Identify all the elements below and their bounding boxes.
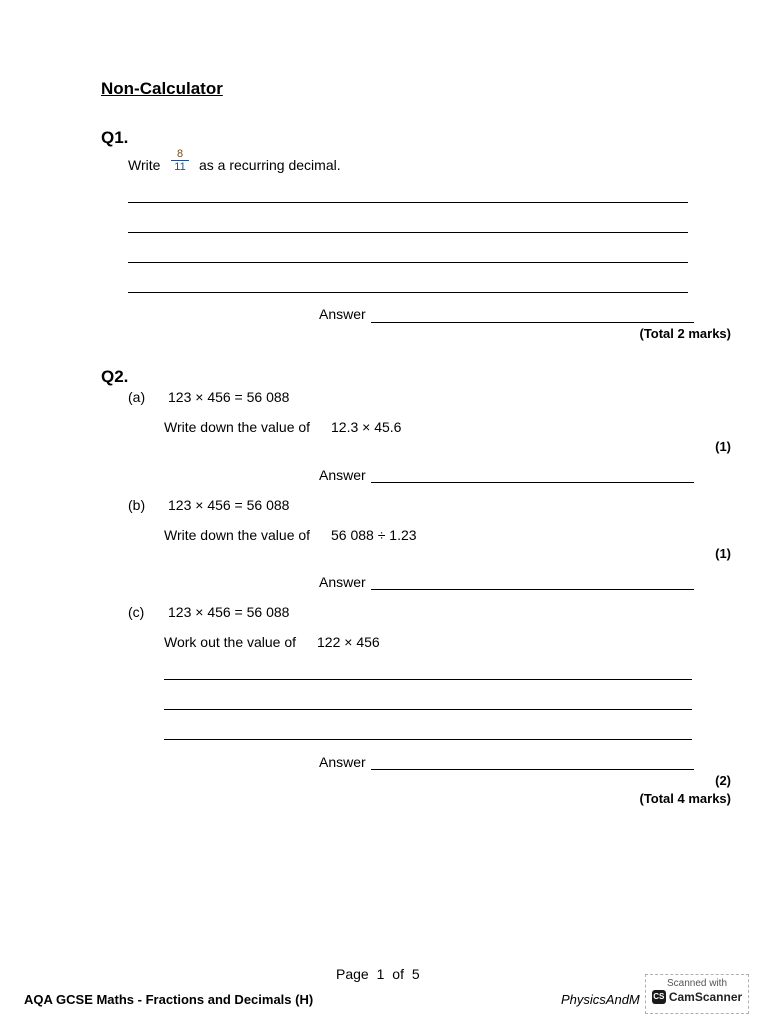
part-a-instruction: Write down the value of xyxy=(164,419,311,435)
part-a-given: 123 × 456 = 56 088 xyxy=(168,389,290,405)
part-c-expression: 122 × 456 xyxy=(317,634,380,650)
q1-prompt: as a recurring decimal. xyxy=(199,157,341,173)
q1-write-label: Write xyxy=(128,157,161,173)
camscanner-logo-icon: CS xyxy=(652,990,666,1004)
part-c-given: 123 × 456 = 56 088 xyxy=(168,604,290,620)
camscanner-stamp xyxy=(645,974,749,1014)
working-line[interactable] xyxy=(164,679,692,680)
part-c-instruction: Work out the value of xyxy=(164,634,297,650)
part-c-marks: (2) xyxy=(715,773,731,788)
working-line[interactable] xyxy=(164,739,692,740)
answer-line[interactable] xyxy=(371,589,694,590)
answer-line[interactable] xyxy=(371,482,694,483)
page-title: Non-Calculator xyxy=(101,79,223,98)
answer-label: Answer xyxy=(319,754,366,770)
working-line[interactable] xyxy=(128,292,688,293)
fraction-numerator: 8 xyxy=(176,148,184,160)
part-b-given: 123 × 456 = 56 088 xyxy=(168,497,290,513)
part-b-marks: (1) xyxy=(715,546,731,561)
part-a-marks: (1) xyxy=(715,439,731,454)
question-1-number: Q1. xyxy=(101,128,129,147)
part-b-instruction: Write down the value of xyxy=(164,527,311,543)
page-current: 1 xyxy=(376,966,385,982)
answer-label: Answer xyxy=(319,306,366,322)
part-b-expression: 56 088 ÷ 1.23 xyxy=(331,527,417,543)
total-marks: (Total 4 marks) xyxy=(639,791,731,806)
part-a-label: (a) xyxy=(128,389,146,405)
answer-label: Answer xyxy=(319,574,366,590)
footer-source: PhysicsAndM xyxy=(561,992,640,1007)
answer-line[interactable] xyxy=(371,769,694,770)
stamp-line1: Scanned with xyxy=(666,978,728,989)
page-total: 5 xyxy=(411,966,420,982)
fraction-denominator: 11 xyxy=(174,161,186,173)
answer-label: Answer xyxy=(319,467,366,483)
total-marks: (Total 2 marks) xyxy=(639,326,731,341)
footer-title: AQA GCSE Maths - Fractions and Decimals (H) xyxy=(24,992,314,1007)
part-a-expression: 12.3 × 45.6 xyxy=(331,419,402,435)
stamp-brand xyxy=(646,990,748,1004)
part-b-label: (b) xyxy=(128,497,146,513)
part-c-label: (c) xyxy=(128,604,145,620)
working-line[interactable] xyxy=(164,709,692,710)
page-number xyxy=(336,966,420,982)
page-word: Page xyxy=(336,966,369,982)
stamp-line2: CamScanner xyxy=(668,990,743,1004)
answer-line[interactable] xyxy=(371,322,694,323)
working-line[interactable] xyxy=(128,202,688,203)
page-of: of xyxy=(392,966,404,982)
question-2-number: Q2. xyxy=(101,367,129,386)
working-line[interactable] xyxy=(128,262,688,263)
q1-fraction xyxy=(170,148,190,173)
working-line[interactable] xyxy=(128,232,688,233)
